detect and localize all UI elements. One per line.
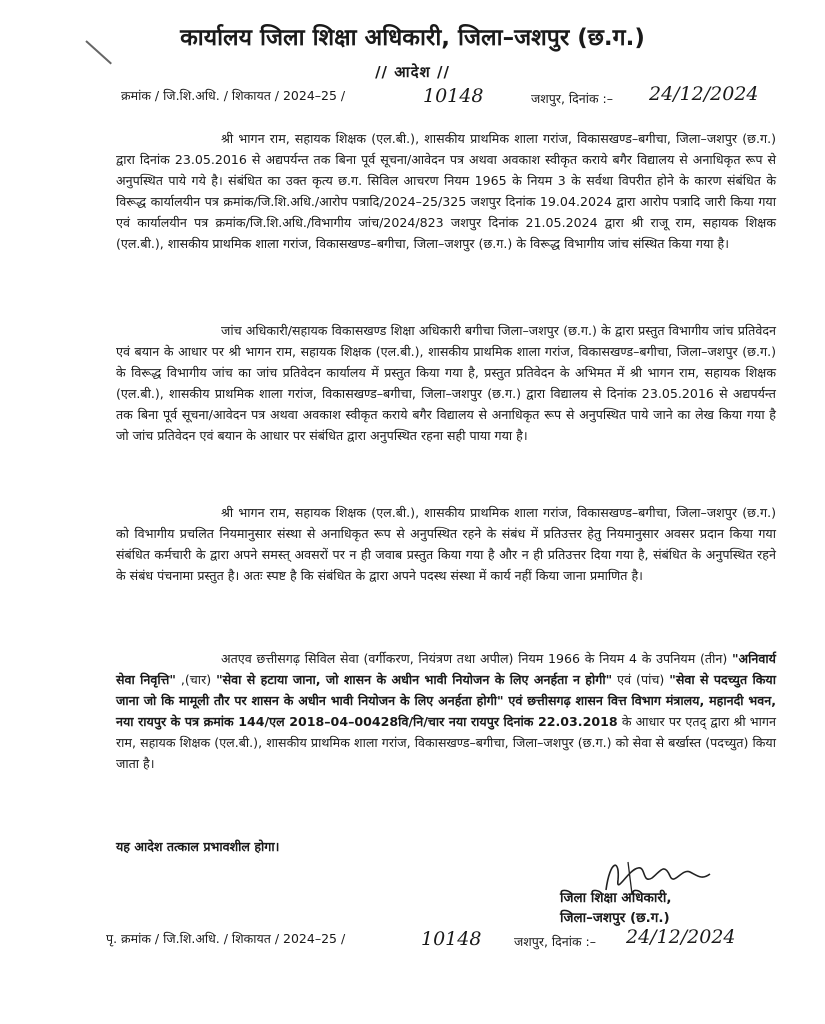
paragraph-3 xyxy=(116,502,776,586)
place-date-label: जशपुर, दिनांक :– xyxy=(531,91,614,106)
reference-prefix: क्रमांक / जि.शि.अधि. / शिकायत / 2024–25 / xyxy=(121,88,346,103)
reference-line-bottom xyxy=(106,926,785,950)
effective-note: यह आदेश तत्काल प्रभावशील होगा। xyxy=(116,839,280,854)
order-text: ,(चार) xyxy=(175,672,217,687)
handwritten-date: 24/12/2024 xyxy=(626,926,736,948)
order-text-bold: "सेवा से हटाया जाना, जो शासन के अधीन भावी नियोजन के लिए अनर्हता न होगी" xyxy=(216,672,613,687)
office-title: कार्यालय जिला शिक्षा अधिकारी, जिला–जशपुर (छ.ग.) xyxy=(180,25,645,51)
paragraph-text: श्री भागन राम, सहायक शिक्षक (एल.बी.), शासकीय प्राथमिक शाला गरांज, विकासखण्ड–बगीचा, जिला–जशपुर (छ.ग.) को विभागीय प्रचलित नियमानुसार संस्था से अनाधिकृत रूप से अनुपस्थित रहने के संबंध में प्रतिउत्तर हेतु नियमानुसार अवसर प्रदान किया गया संबंधित कर्मचारी के द्वारा अपने समस्त् अवसरों पर न ही जवाब प्रस्तुत किया गया है और न ही प्रतिउत्तर दिया गया है, संबंधित के अनुपस्थित रहने के संबंध पंचनामा प्रस्तुत है। अतः स्पष्ट है कि संबंधित के द्वारा अपने पदस्थ संस्था में कार्य नहीं किया जाना प्रमाणित है। xyxy=(116,505,776,583)
handwritten-date: 24/12/2024 xyxy=(649,83,759,105)
paragraph-2 xyxy=(116,320,776,446)
paragraph-4 xyxy=(116,648,776,774)
paragraph-text: जांच अधिकारी/सहायक विकासखण्ड शिक्षा अधिकारी बगीचा जिला–जशपुर (छ.ग.) के द्वारा प्रस्तुत विभागीय जांच प्रतिवेदन एवं बयान के आधार पर श्री भागन राम, सहायक शिक्षक (एल.बी.), शासकीय प्राथमिक शाला गरांज, विकासखण्ड–बगीचा, जिला–जशपुर (छ.ग.) के विरूद्ध विभागीय जांच का जांच प्रतिवेदन कार्यालय में प्रस्तुत किया गया है, प्रस्तुत प्रतिवेदन के अभिमत में श्री भागन राम, सहायक शिक्षक (एल.बी.), शासकीय प्राथमिक शाला गरांज, विकासखण्ड–बगीचा, जिला–जशपुर (छ.ग.) द्वारा विद्यालय से दिनांक 23.05.2016 से अद्यपर्यन्त तक बिना पूर्व सूचना/आवेदन पत्र अथवा अवकाश स्वीकृत कराये बगैर विद्यालय से अनाधिकृत रूप से अनुपस्थित पाये जाने का लेख किया गया है जो जांच प्रतिवेदन एवं बयान के आधार पर संबंधित द्वारा अनुपस्थित रहना सही पाया गया है। xyxy=(116,323,776,443)
handwritten-order-number: 10148 xyxy=(421,928,482,950)
order-text: के आधार पर एतद् द्वारा श्री भागन राम, सहायक शिक्षक (एल.बी.), शासकीय प्राथमिक शाला गरांज, विकासखण्ड–बगीचा, जिला–जशपुर (छ.ग.) को सेवा से बर्खास्त (पदच्युत) किया जाता है। xyxy=(116,714,776,771)
signatory-place: जिला–जशपुर (छ.ग.) xyxy=(560,910,670,926)
order-heading: // आदेश // xyxy=(375,63,450,81)
paragraph-text: श्री भागन राम, सहायक शिक्षक (एल.बी.), शासकीय प्राथमिक शाला गरांज, विकासखण्ड–बगीचा, जिला–जशपुर (छ.ग.) द्वारा दिनांक 23.05.2016 से अद्यपर्यन्त तक बिना पूर्व सूचना/आवेदन पत्र अथवा अवकाश स्वीकृत कराये बगैर विद्यालय से अनाधिकृत रूप से अनुपस्थित पाये गये है। संबंधित का उक्त कृत्य छ.ग. सिविल आचरण नियम 1965 के नियम 3 के सर्वथा विपरीत होने के कारण संबंधित के विरूद्ध कार्यालयीन पत्र क्रमांक/जि.शि.अधि./आरोप पत्रादि/2024–25/325 जशपुर दिनांक 19.04.2024 द्वारा आरोप पत्रादि जारी किया गया एवं कार्यालयीन पत्र क्रमांक/जि.शि.अधि./विभागीय जांच/2024/823 जशपुर दिनांक 21.05.2024 द्वारा श्री राजू राम, सहायक शिक्षक (एल.बी.), शासकीय प्राथमिक शाला गरांज, विकासखण्ड–बगीचा, जिला–जशपुर (छ.ग.) के विरूद्ध विभागीय जांच संस्थित किया गया है। xyxy=(116,131,776,251)
order-text-bold: "सेवा से पदच्युत किया जाना जो कि मामूली तौर पर शासन के अधीन भावी नियोजन के लिए अनर्हता होगी" एवं छत्तीसगढ़ शासन वित्त विभाग मंत्रालय, महानदी भवन, नया रायपुर के पत्र क्रमांक 144/एल 2018–04–00428वि/नि/चार नया रायपुर दिनांक 22.03.2018 xyxy=(116,672,776,729)
reference-prefix: पृ. क्रमांक / जि.शि.अधि. / शिकायत / 2024–25 / xyxy=(106,931,346,946)
reference-line-top xyxy=(121,83,785,107)
order-text-bold: "अनिवार्य सेवा निवृत्ति" xyxy=(116,651,776,687)
handwritten-order-number: 10148 xyxy=(423,85,484,107)
place-date-label: जशपुर, दिनांक :– xyxy=(514,934,597,949)
final-order-paragraph xyxy=(116,648,776,774)
order-text: अतएव छत्तीसगढ़ सिविल सेवा (वर्गीकरण, नियंत्रण तथा अपील) नियम 1966 के नियम 4 के उपनियम (तीन) xyxy=(221,651,732,666)
paragraph-1 xyxy=(116,128,776,254)
order-text: एवं (पांच) xyxy=(612,672,670,687)
signatory-designation: जिला शिक्षा अधिकारी, xyxy=(560,890,672,906)
